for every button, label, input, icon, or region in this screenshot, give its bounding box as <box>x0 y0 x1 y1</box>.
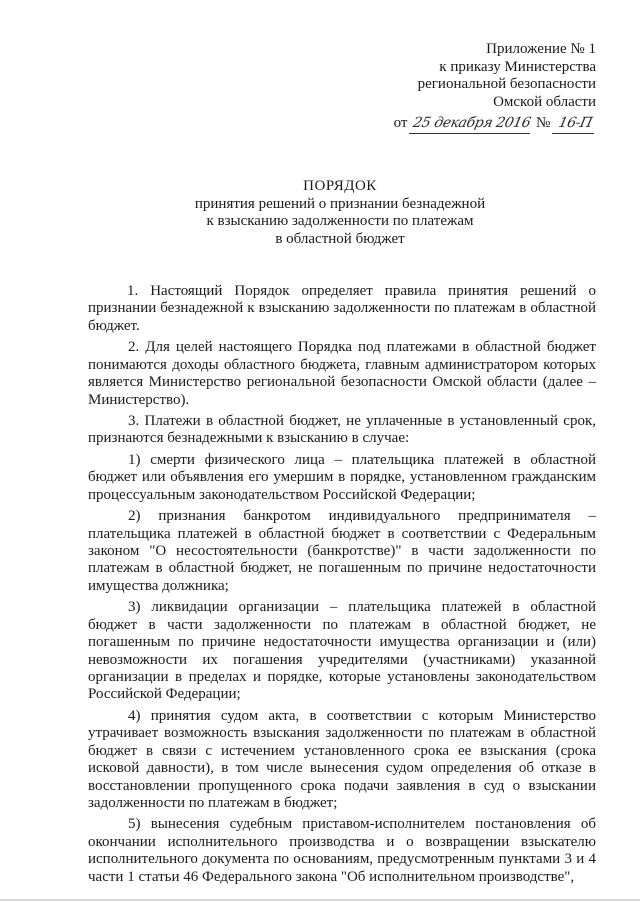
handwritten-date: 25 декабря 2016 <box>409 115 534 134</box>
appendix-header <box>296 41 596 134</box>
handwritten-number: 16-П <box>552 115 598 134</box>
title-line-2: к взысканию задолженности по платежам <box>206 213 474 229</box>
paragraph-3: 3. Платежи в областной бюджет, не уплаченные в установленный срок, признаются безнадежными к взысканию в случае: <box>88 413 596 447</box>
document-title <box>150 178 530 248</box>
page-bottom-edge <box>0 899 640 901</box>
order-date-number-line <box>296 115 596 134</box>
order-reference: к приказу Министерства <box>439 58 596 75</box>
subparagraph-3: 3) ликвидации организации – плательщика платежей в областной бюджет в части задолженности по платежам в областной бюджет, не погашенным по причине недостаточности имущества организации и (или) невозможности их погашения учредителями (участниками) указанной организации в пределах и порядке, которые установлены законодательством Российской Федерации; <box>88 599 596 703</box>
paragraph-2: 2. Для целей настоящего Порядка под платежами в областной бюджет понимаются доходы областного бюджета, главным администратором которых является Министерство региональной безопасности Омской области (далее – Министерство). <box>88 339 596 408</box>
paragraph-1: 1. Настоящий Порядок определяет правила принятия решений о признании безнадежной к взысканию задолженности по платежам в областной бюджет. <box>88 283 596 334</box>
title-line-1: принятия решений о признании безнадежной <box>194 195 486 212</box>
subparagraph-1: 1) смерти физического лица – плательщика платежей в областной бюджет или объявления его умершим в порядке, установленном гражданским процессуальным законодательством Российской Федерации; <box>88 451 596 503</box>
number-label: № <box>535 115 551 131</box>
from-label: от <box>393 115 408 131</box>
appendix-number: Приложение № 1 <box>486 41 596 57</box>
document-body <box>88 283 596 890</box>
ministry-name: региональной безопасности <box>417 76 596 92</box>
region-name: Омской области <box>493 93 596 110</box>
subparagraph-4: 4) принятия судом акта, в соответствии с которым Министерство утрачивает возможность взыскания задолженности по платежам в областной бюджет в связи с истечением установленного срока ее взыскания (срока исковой давности), в том числе вынесения судом определения об отказе в восстановлении пропущенного срока подачи заявления в суд о взыскании задолженности по платежам в бюджет; <box>88 707 596 811</box>
subparagraph-5: 5) вынесения судебным приставом-исполнителем постановления об окончании исполнительного производства и о возвращении взыскателю исполнительного документа по основаниям, предусмотренным пунктами 3 и 4 части 1 статьи 46 Федерального закона "Об исполнительном производстве", <box>88 816 596 885</box>
title-heading: ПОРЯДОК <box>303 178 377 194</box>
title-line-3: в областной бюджет <box>275 230 405 247</box>
subparagraph-2: 2) признания банкротом индивидуального предпринимателя – плательщика платежей в областной бюджет в соответствии с Федеральным законом "О несостоятельности (банкротстве)" в части задолженности по платежам в областной бюджет, не погашенным по причине недостаточности имущества должника; <box>88 508 596 594</box>
